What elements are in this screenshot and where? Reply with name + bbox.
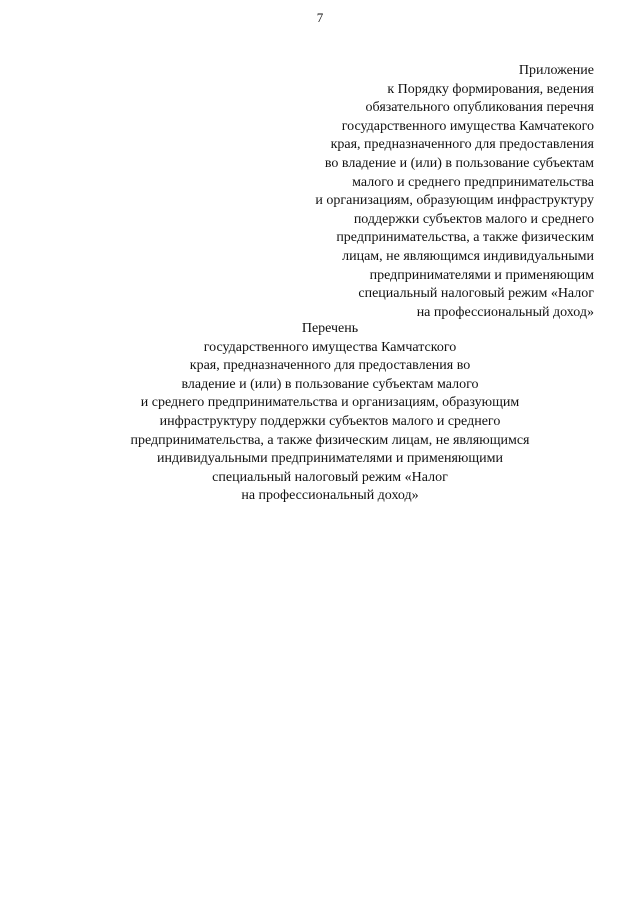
list-title-line: края, предназначенного для предоставления во: [189, 358, 471, 374]
list-title-line: инфраструктуру поддержки субъектов малого и среднего: [159, 413, 501, 429]
list-title-line: государственного имущества Камчатского: [203, 339, 457, 355]
list-title-line: предпринимательства, а также физическим лицам, не являющимся: [130, 432, 530, 448]
appendix-line: предпринимателями и применяющим: [369, 267, 594, 283]
appendix-line: лицам, не являющимся индивидуальными: [342, 248, 594, 264]
appendix-line: и организациям, образующим инфраструктуру: [315, 193, 594, 209]
appendix-line: обязательного опубликования перечня: [365, 100, 594, 116]
appendix-line: малого и среднего предпринимательства: [352, 174, 594, 190]
list-title-block: [60, 320, 600, 506]
appendix-line: предпринимательства, а также физическим: [336, 230, 594, 246]
appendix-line: во владение и (или) в пользование субъектам: [324, 155, 594, 171]
appendix-header: [234, 62, 594, 322]
list-title-line: и среднего предпринимательства и организациям, образующим: [140, 395, 520, 411]
appendix-line: на профессиональный доход»: [416, 304, 594, 320]
page-number: 7: [316, 10, 324, 25]
appendix-line: поддержки субъектов малого и среднего: [353, 211, 594, 227]
appendix-line: государственного имущества Камчатекого: [341, 118, 594, 134]
list-title-line: индивидуальными предпринимателями и применяющими: [156, 451, 503, 467]
appendix-line: специальный налоговый режим «Налог: [358, 286, 594, 302]
list-title-line: владение и (или) в пользование субъектам малого: [181, 376, 479, 392]
appendix-line-title: Приложение: [518, 63, 594, 78]
appendix-line: края, предназначенного для предоставления: [330, 137, 594, 153]
appendix-line: к Порядку формирования, ведения: [387, 81, 594, 97]
list-title-line: специальный налоговый режим «Налог: [212, 469, 448, 485]
list-title-heading: Перечень: [301, 321, 359, 336]
list-title-line: на профессиональный доход»: [241, 488, 419, 504]
